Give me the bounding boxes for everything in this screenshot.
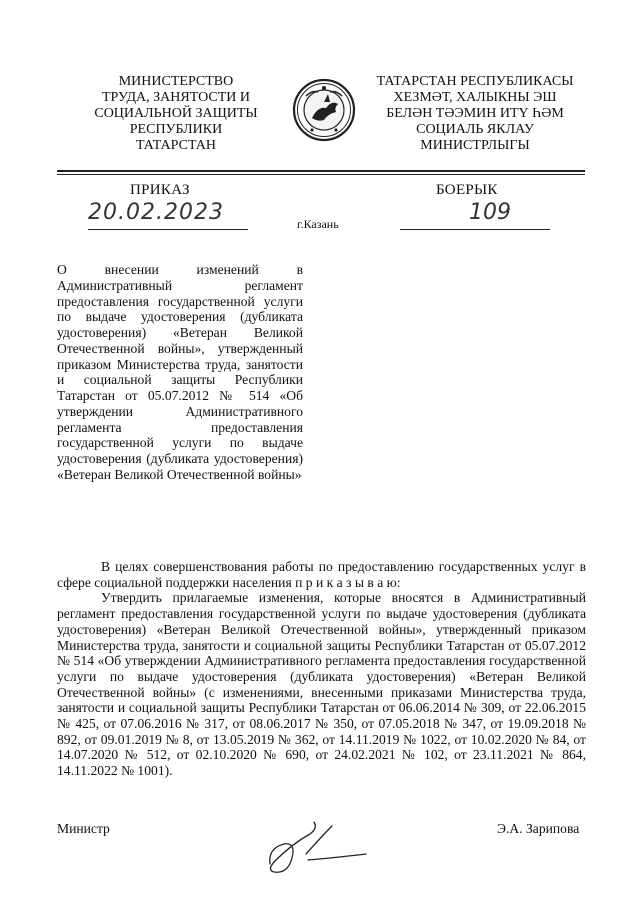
order-title-tt: БОЕРЫК bbox=[436, 182, 498, 198]
ministry-name-ru-line: СОЦИАЛЬНОЙ ЗАЩИТЫ bbox=[94, 106, 258, 121]
order-city: г.Казань bbox=[297, 217, 339, 231]
date-underline bbox=[88, 229, 248, 230]
ministry-name-tt-line: СОЦИАЛЬ ЯКЛАУ bbox=[416, 122, 534, 137]
signatory-title: Министр bbox=[57, 821, 110, 836]
number-underline bbox=[400, 229, 550, 230]
signatory-name: Э.А. Зарипова bbox=[497, 821, 580, 836]
ministry-name-tt-line: ХЕЗМӘТ, ХАЛЫКНЫ ЭШ bbox=[393, 90, 557, 105]
ministry-name-ru bbox=[70, 74, 282, 154]
order-title-ru: ПРИКАЗ bbox=[130, 182, 190, 198]
ministry-name-tt bbox=[370, 74, 580, 154]
header-divider bbox=[57, 170, 585, 172]
ministry-name-ru-line: ТРУДА, ЗАНЯТОСТИ И bbox=[102, 90, 250, 105]
ministry-name-tt-line: БЕЛӘН ТӘЭМИН ИТҮ ҺӘМ bbox=[386, 106, 564, 121]
tatarstan-emblem-icon bbox=[292, 78, 356, 142]
order-number: 109 bbox=[469, 200, 511, 225]
handwritten-signature-icon bbox=[262, 814, 382, 882]
ministry-name-ru-line: ТАТАРСТАН bbox=[135, 138, 217, 153]
order-date: 20.02.2023 bbox=[88, 200, 224, 225]
ministry-name-ru-line: РЕСПУБЛИКИ bbox=[129, 122, 223, 137]
ministry-name-tt-line: ТАТАРСТАН РЕСПУБЛИКАСЫ bbox=[376, 74, 574, 89]
header-divider-thin bbox=[57, 174, 585, 175]
ministry-name-ru-line: МИНИСТЕРСТВО bbox=[118, 74, 234, 89]
order-body bbox=[57, 559, 586, 779]
ministry-name-tt-line: МИНИСТРЛЫГЫ bbox=[420, 138, 530, 153]
order-preamble: В целях совершенствования работы по предоставлению государственных услуг в сфере социальной поддержки населения п р и к а з ы в а ю: bbox=[57, 559, 586, 590]
order-item: Утвердить прилагаемые изменения, которые вносятся в Административный регламент предоставления государственной услуги по выдаче удостоверения (дубликата удостоверения) «Ветеран Великой Отечественной войны», утвержденный приказом Министерства труда, занятости и социальной защиты Республики Татарстан от 05.07.2012 № 514 «Об утверждении Административного регламента предоставления государственной услуги по выдаче удостоверения (дубликата удостоверения) «Ветеран Великой Отечественной войны» (с изменениями, внесенными приказами Министерства труда, занятости и социальной защиты Республики Татарстан от 06.06.2014 № 309, от 22.06.2015 № 425, от 07.06.2016 № 317, от 08.06.2017 № 350, от 07.05.2018 № 347, от 19.09.2018 № 892, от 09.01.2019 № 8, от 13.05.2019 № 362, от 14.11.2019 № 1022, от 10.02.2020 № 84, от 14.07.2020 № 512, от 02.10.2020 № 690, от 24.02.2021 № 102, от 23.11.2021 № 864, 14.11.2022 № 1001). bbox=[57, 590, 586, 779]
order-subject: О внесении изменений в Административный регламент предоставления государственной услуги по выдаче удостоверения (дубликата удостоверения) «Ветеран Великой Отечественной войны», утвержденный приказом Министерства труда, занятости и социальной защиты Республики Татарстан от 05.07.2012 № 514 «Об утверждении Административного регламента предоставления государственной услуги по выдаче удостоверения (дубликата удостоверения) «Ветеран Великой Отечественной войны» bbox=[57, 262, 303, 482]
